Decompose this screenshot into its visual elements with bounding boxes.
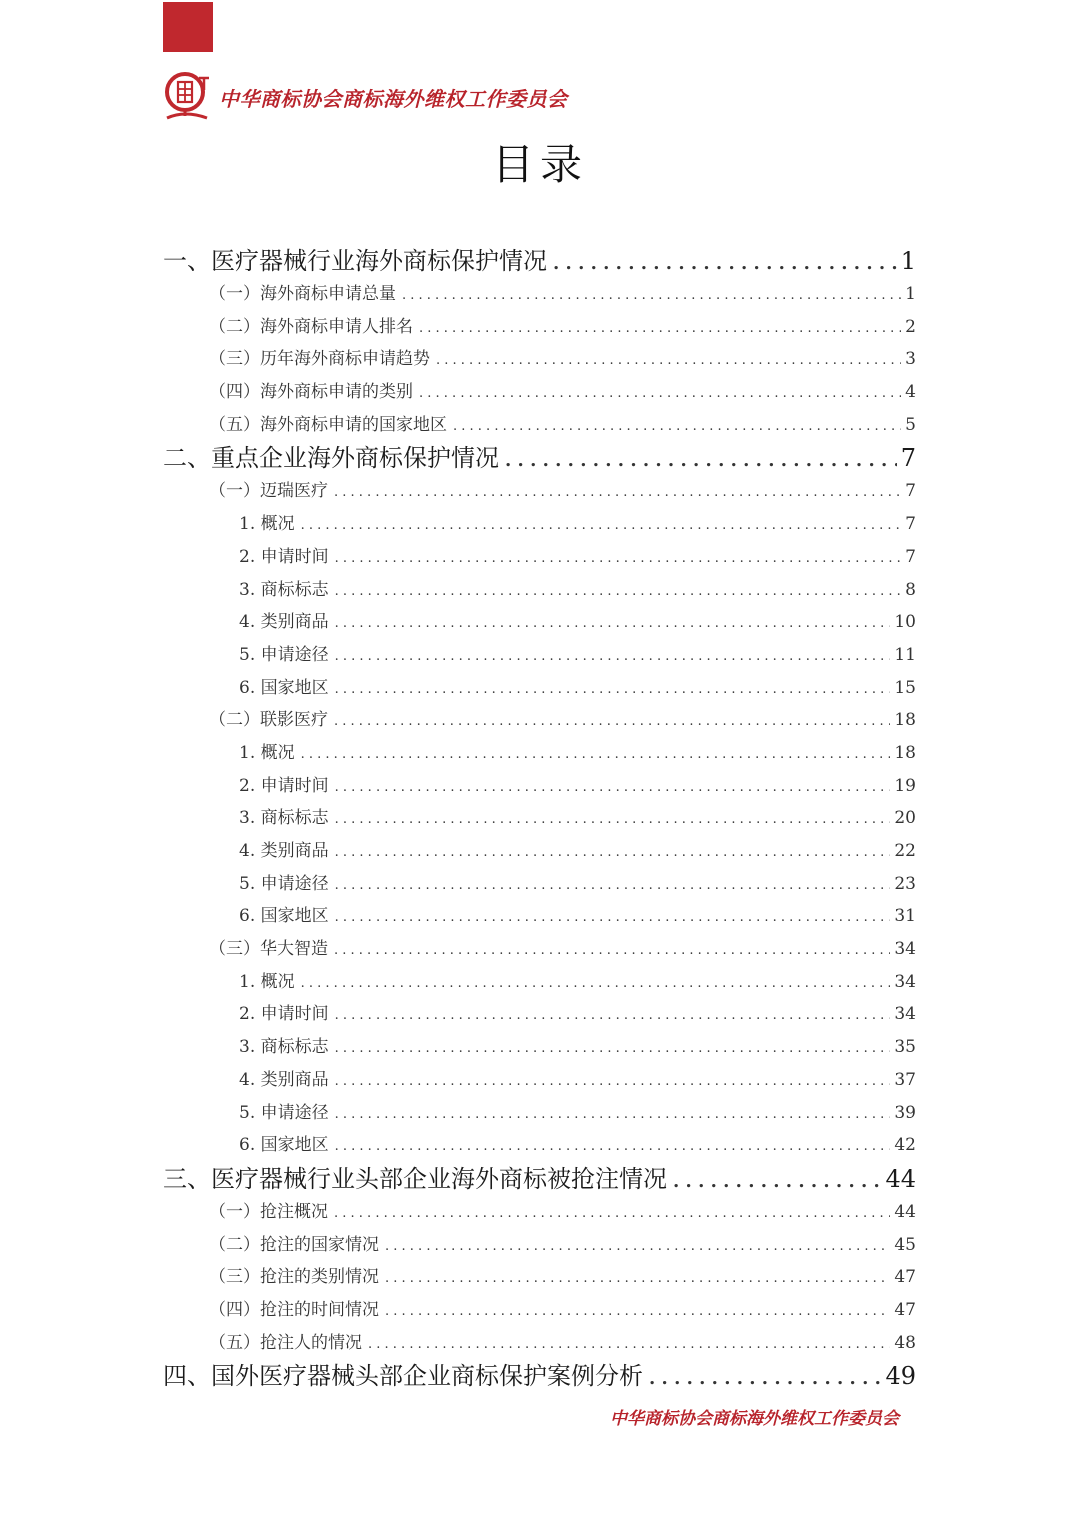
toc-entry[interactable] — [163, 1229, 916, 1262]
dot-leader — [335, 837, 891, 868]
toc-entry-page: 7 — [905, 481, 916, 502]
dot-leader — [385, 1296, 890, 1327]
toc-entry[interactable] — [163, 802, 916, 835]
dot-leader — [335, 1066, 891, 1097]
toc-entry[interactable] — [163, 1327, 916, 1360]
toc-entry[interactable] — [163, 998, 916, 1031]
toc-entry-title: （三）抢注的类别情况 — [209, 1267, 379, 1288]
toc-entry-title: 4. 类别商品 — [239, 612, 329, 633]
toc-entry-page: 15 — [894, 677, 916, 698]
toc-entry[interactable] — [163, 475, 916, 508]
toc-entry-page: 7 — [900, 444, 916, 473]
toc-entry[interactable] — [163, 1097, 916, 1130]
toc-entry[interactable] — [163, 704, 916, 737]
toc-entry[interactable] — [163, 343, 916, 376]
toc-entry-title: 3. 商标标志 — [239, 1037, 329, 1058]
toc-entry-title: 1. 概况 — [239, 971, 295, 992]
toc-entry-title: 四、国外医疗器械头部企业商标保护案例分析 — [163, 1362, 643, 1391]
toc-entry[interactable] — [163, 606, 916, 639]
dot-leader — [301, 968, 891, 999]
header-logo — [163, 68, 568, 126]
toc-entry-page: 7 — [905, 546, 916, 567]
dot-leader — [334, 935, 890, 966]
toc-entry-title: 2. 申请时间 — [239, 546, 329, 567]
toc-entry-page: 23 — [894, 873, 916, 894]
dot-leader — [402, 280, 901, 311]
toc-entry-page: 19 — [894, 775, 916, 796]
toc-entry-page: 44 — [885, 1164, 916, 1193]
toc-entry-page: 11 — [894, 644, 916, 665]
toc-entry-page: 3 — [905, 349, 916, 370]
toc-entry-title: 4. 类别商品 — [239, 1069, 329, 1090]
toc-entry-page: 35 — [894, 1037, 916, 1058]
toc-entry[interactable] — [163, 278, 916, 311]
dot-leader — [335, 1099, 891, 1130]
toc-entry-title: 1. 概况 — [239, 514, 295, 535]
toc-entry-title: （五）海外商标申请的国家地区 — [209, 414, 447, 435]
toc-entry-title: 二、重点企业海外商标保护情况 — [163, 444, 499, 473]
toc-entry-title: （四）抢注的时间情况 — [209, 1299, 379, 1320]
toc-entry[interactable] — [163, 1261, 916, 1294]
footer-org-name: 中华商标协会商标海外维权工作委员会 — [610, 1409, 899, 1429]
dot-leader — [553, 247, 897, 278]
toc-entry-page: 18 — [894, 742, 916, 763]
toc-entry-title: 6. 国家地区 — [239, 677, 329, 698]
toc-entry-title: （一）抢注概况 — [209, 1201, 328, 1222]
toc-entry-page: 42 — [894, 1135, 916, 1156]
header-org-name: 中华商标协会商标海外维权工作委员会 — [219, 86, 568, 111]
toc-entry-page: 39 — [894, 1102, 916, 1123]
toc-entry-page: 4 — [905, 382, 916, 403]
toc-entry-page: 7 — [905, 514, 916, 535]
toc-entry-title: （二）抢注的国家情况 — [209, 1234, 379, 1255]
toc-entry-title: 3. 商标标志 — [239, 808, 329, 829]
toc-entry[interactable] — [163, 835, 916, 868]
toc-entry[interactable] — [163, 574, 916, 607]
toc-entry-page: 10 — [894, 612, 916, 633]
dot-leader — [334, 1198, 890, 1229]
dot-leader — [301, 510, 902, 541]
dot-leader — [673, 1165, 881, 1196]
toc-entry[interactable] — [163, 639, 916, 672]
toc-entry-section-1[interactable] — [163, 244, 916, 278]
toc-entry-page: 45 — [894, 1234, 916, 1255]
toc-entry-page: 31 — [894, 906, 916, 927]
toc-entry-page: 34 — [894, 1004, 916, 1025]
toc-entry-page: 47 — [894, 1267, 916, 1288]
toc-entry[interactable] — [163, 770, 916, 803]
dot-leader — [385, 1263, 890, 1294]
toc-entry[interactable] — [163, 1031, 916, 1064]
toc-entry-title: （二）海外商标申请人排名 — [209, 316, 413, 337]
dot-leader — [335, 902, 891, 933]
toc-entry-page: 37 — [894, 1069, 916, 1090]
toc-entry-page: 22 — [894, 841, 916, 861]
toc-entry[interactable] — [163, 868, 916, 901]
toc-entry-page: 47 — [894, 1299, 916, 1320]
dot-leader — [335, 543, 902, 574]
dot-leader — [335, 1000, 891, 1031]
dot-leader — [368, 1329, 890, 1360]
dot-leader — [505, 444, 897, 475]
toc-entry-title: 三、医疗器械行业头部企业海外商标被抢注情况 — [163, 1164, 667, 1193]
dot-leader — [335, 576, 902, 607]
toc-entry-page: 18 — [894, 710, 916, 731]
dot-leader — [419, 313, 901, 344]
toc-entry[interactable] — [163, 900, 916, 933]
dot-leader — [301, 739, 891, 770]
toc-entry-title: 3. 商标标志 — [239, 579, 329, 600]
toc-entry-page: 34 — [894, 939, 916, 960]
toc-entry[interactable] — [163, 541, 916, 574]
toc-entry[interactable] — [163, 672, 916, 705]
toc-entry-title: 5. 申请途径 — [239, 1102, 329, 1123]
dot-leader — [335, 641, 891, 672]
dot-leader — [335, 772, 891, 803]
toc-entry-title: 1. 概况 — [239, 742, 295, 763]
toc-entry-page: 1 — [905, 284, 916, 304]
dot-leader — [335, 870, 891, 901]
dot-leader — [334, 477, 901, 508]
toc-entry-page: 20 — [894, 808, 916, 829]
toc-entry-title: （五）抢注人的情况 — [209, 1332, 362, 1353]
toc-entry-page: 34 — [894, 971, 916, 992]
toc-entry-page: 5 — [905, 414, 916, 435]
toc-entry-title: 2. 申请时间 — [239, 1004, 329, 1025]
toc-entry-title: （三）华大智造 — [209, 939, 328, 960]
toc-entry-title: 4. 类别商品 — [239, 841, 329, 861]
dot-leader — [335, 1131, 891, 1162]
table-of-contents — [163, 244, 916, 1393]
toc-entry[interactable] — [163, 933, 916, 966]
page-title: 目录 — [491, 140, 588, 189]
toc-entry[interactable] — [163, 737, 916, 770]
toc-entry-title: 2. 申请时间 — [239, 775, 329, 796]
toc-entry[interactable] — [163, 1196, 916, 1229]
toc-entry-title: （四）海外商标申请的类别 — [209, 382, 413, 403]
toc-entry-title: 一、医疗器械行业海外商标保护情况 — [163, 247, 547, 275]
toc-entry[interactable] — [163, 1064, 916, 1097]
dot-leader — [335, 804, 891, 835]
toc-entry-title: （二）联影医疗 — [209, 710, 328, 731]
toc-entry-title: （一）迈瑞医疗 — [209, 481, 328, 502]
toc-entry-section-3[interactable] — [163, 1162, 916, 1196]
dot-leader — [334, 706, 890, 737]
toc-entry[interactable] — [163, 508, 916, 541]
dot-leader — [385, 1231, 890, 1262]
toc-entry-title: 6. 国家地区 — [239, 906, 329, 927]
toc-entry[interactable] — [163, 376, 916, 409]
dot-leader — [453, 411, 901, 442]
dot-leader — [649, 1362, 881, 1393]
toc-entry-page: 8 — [905, 579, 916, 600]
toc-entry-title: 5. 申请途径 — [239, 873, 329, 894]
toc-entry[interactable] — [163, 409, 916, 442]
dot-leader — [335, 1033, 891, 1064]
toc-entry-title: 5. 申请途径 — [239, 644, 329, 665]
dot-leader — [419, 378, 901, 409]
toc-entry-title: （三）历年海外商标申请趋势 — [209, 349, 430, 370]
toc-entry[interactable] — [163, 966, 916, 999]
toc-entry-page: 48 — [894, 1332, 916, 1353]
toc-entry-page: 1 — [900, 247, 916, 275]
toc-entry-page: 2 — [905, 316, 916, 337]
toc-entry[interactable] — [163, 1294, 916, 1327]
toc-entry[interactable] — [163, 311, 916, 344]
red-corner-block — [163, 2, 213, 52]
toc-entry-section-2[interactable] — [163, 441, 916, 475]
toc-entry-section-4[interactable] — [163, 1359, 916, 1393]
dot-leader — [335, 674, 891, 705]
association-seal-icon — [163, 68, 213, 126]
toc-entry-page: 49 — [885, 1362, 916, 1391]
toc-entry-page: 44 — [894, 1201, 916, 1222]
toc-entry-title: 6. 国家地区 — [239, 1135, 329, 1156]
toc-entry-title: （一）海外商标申请总量 — [209, 284, 396, 304]
toc-entry[interactable] — [163, 1129, 916, 1162]
dot-leader — [335, 608, 891, 639]
dot-leader — [436, 345, 901, 376]
